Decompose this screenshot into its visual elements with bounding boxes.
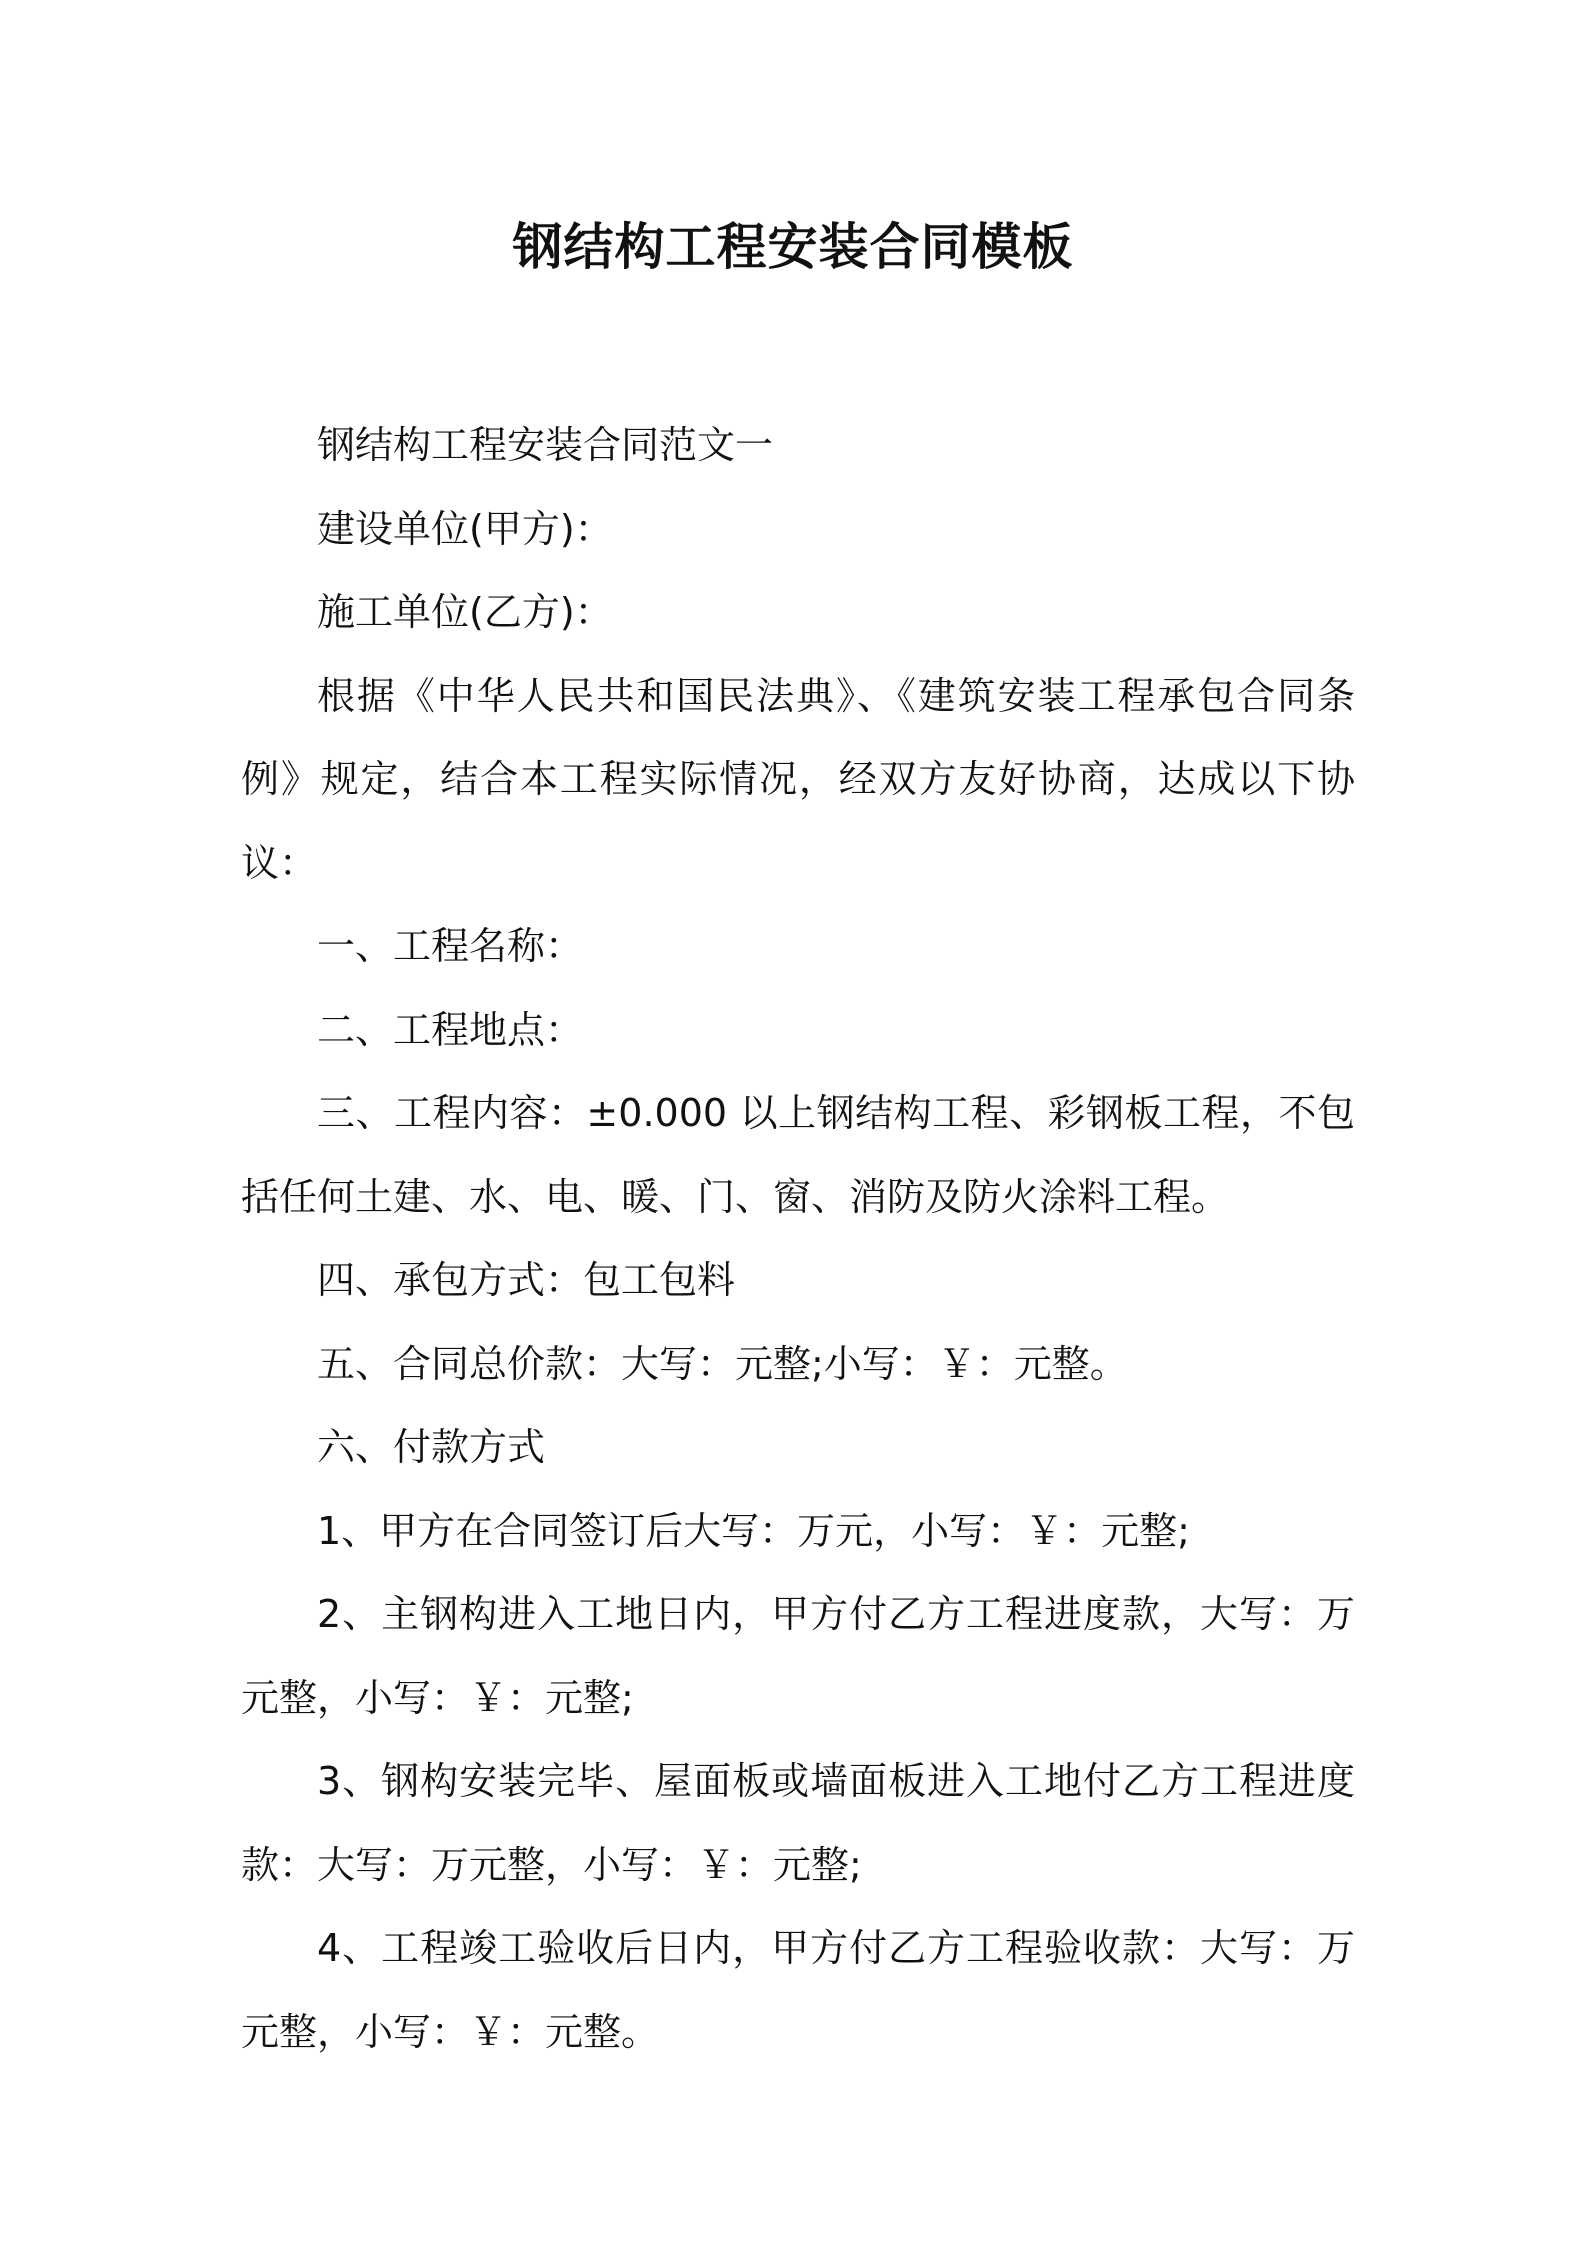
paragraph-payment-1: 1、甲方在合同签订后大写：万元，小写：￥：元整;: [317, 1508, 1190, 1553]
paragraph-total-price: 五、合同总价款：大写：元整;小写：￥：元整。: [317, 1341, 1128, 1386]
paragraph-project-name: 一、工程名称：: [317, 924, 584, 968]
paragraph-project-content: 三、工程内容：±0.000 以上钢结构工程、彩钢板工程，不包括任何土建、水、电、暖、门、窗、消防及防火涂料工程。: [241, 1091, 1355, 1219]
paragraph-project-location: 二、工程地点：: [317, 1007, 584, 1052]
document-title: 钢结构工程安装合同模板: [512, 218, 1074, 276]
paragraph-payment-heading: 六、付款方式: [317, 1425, 546, 1469]
paragraph-payment-4: 4、工程竣工验收后日内，甲方付乙方工程验收款：大写：万元整，小写：￥：元整。: [241, 1926, 1355, 2054]
paragraph-payment-2: 2、主钢构进入工地日内，甲方付乙方工程进度款，大写：万元整，小写：￥：元整;: [241, 1592, 1355, 1720]
paragraph-payment-3: 3、钢构安装完毕、屋面板或墙面板进入工地付乙方工程进度款：大写：万元整，小写：￥：元整;: [241, 1759, 1355, 1887]
paragraph-party-a: 建设单位(甲方)：: [317, 506, 613, 551]
paragraph-subtitle: 钢结构工程安装合同范文一: [317, 423, 774, 467]
document-body: [241, 404, 1355, 2074]
paragraph-contract-method: 四、承包方式：包工包料: [317, 1258, 736, 1302]
paragraph-legal-basis: 根据《中华人民共和国民法典》、《建筑安装工程承包合同条例》规定，结合本工程实际情况，经双方友好协商，达成以下协议：: [241, 673, 1355, 885]
paragraph-party-b: 施工单位(乙方)：: [317, 590, 613, 634]
